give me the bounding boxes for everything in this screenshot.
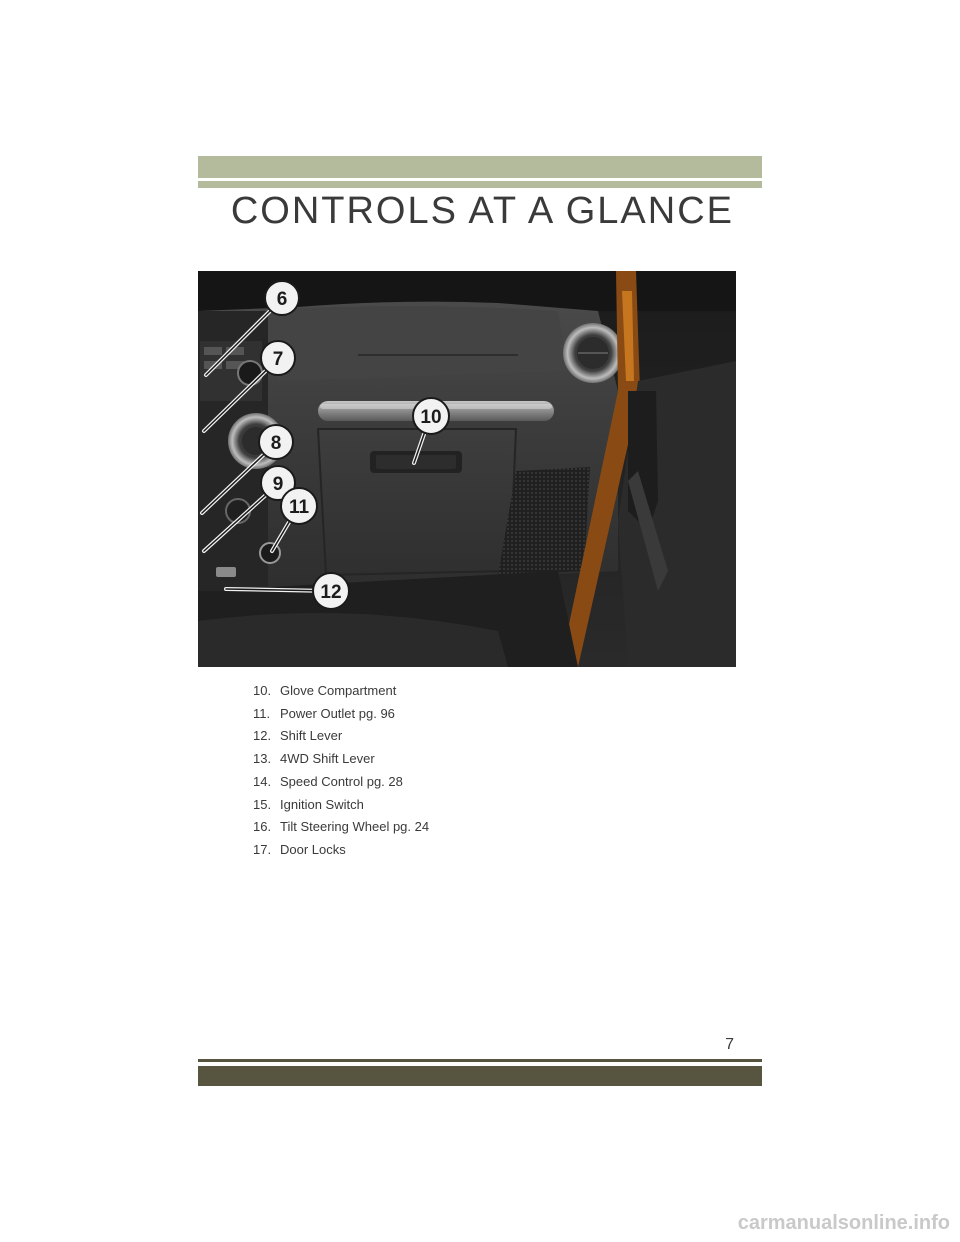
svg-text:8: 8 bbox=[270, 433, 282, 454]
controls-list bbox=[253, 680, 429, 862]
list-item: 17. Door Locks bbox=[253, 841, 346, 857]
list-item: 15. Ignition Switch bbox=[253, 796, 364, 812]
header-bar bbox=[198, 156, 762, 178]
svg-text:6: 6 bbox=[276, 289, 288, 310]
page-number: 7 bbox=[725, 1036, 734, 1053]
list-item: 12. Shift Lever bbox=[253, 728, 343, 744]
dashboard-photo bbox=[198, 271, 736, 667]
callout-8 bbox=[259, 425, 293, 459]
svg-text:9: 9 bbox=[272, 474, 284, 495]
watermark: carmanualsonline.info bbox=[737, 1212, 950, 1234]
callout-6 bbox=[265, 281, 299, 315]
header-bar-thin bbox=[198, 181, 762, 188]
svg-text:12: 12 bbox=[320, 582, 342, 603]
footer-bar-thin bbox=[198, 1059, 762, 1062]
callout-12 bbox=[313, 573, 349, 609]
list-item: 10. Glove Compartment bbox=[253, 683, 397, 698]
list-item: 14. Speed Control pg. 28 bbox=[253, 773, 403, 789]
callout-10 bbox=[413, 398, 449, 434]
list-item: 16. Tilt Steering Wheel pg. 24 bbox=[253, 819, 430, 835]
footer-bar bbox=[198, 1066, 762, 1086]
svg-text:7: 7 bbox=[272, 349, 284, 370]
list-item: 13. 4WD Shift Lever bbox=[253, 751, 375, 767]
section-title: CONTROLS AT A GLANCE bbox=[230, 190, 734, 232]
callout-7 bbox=[261, 341, 295, 375]
callout-11 bbox=[281, 488, 317, 524]
svg-text:11: 11 bbox=[288, 497, 310, 518]
list-item: 11. Power Outlet pg. 96 bbox=[253, 705, 395, 721]
svg-text:10: 10 bbox=[420, 407, 442, 428]
